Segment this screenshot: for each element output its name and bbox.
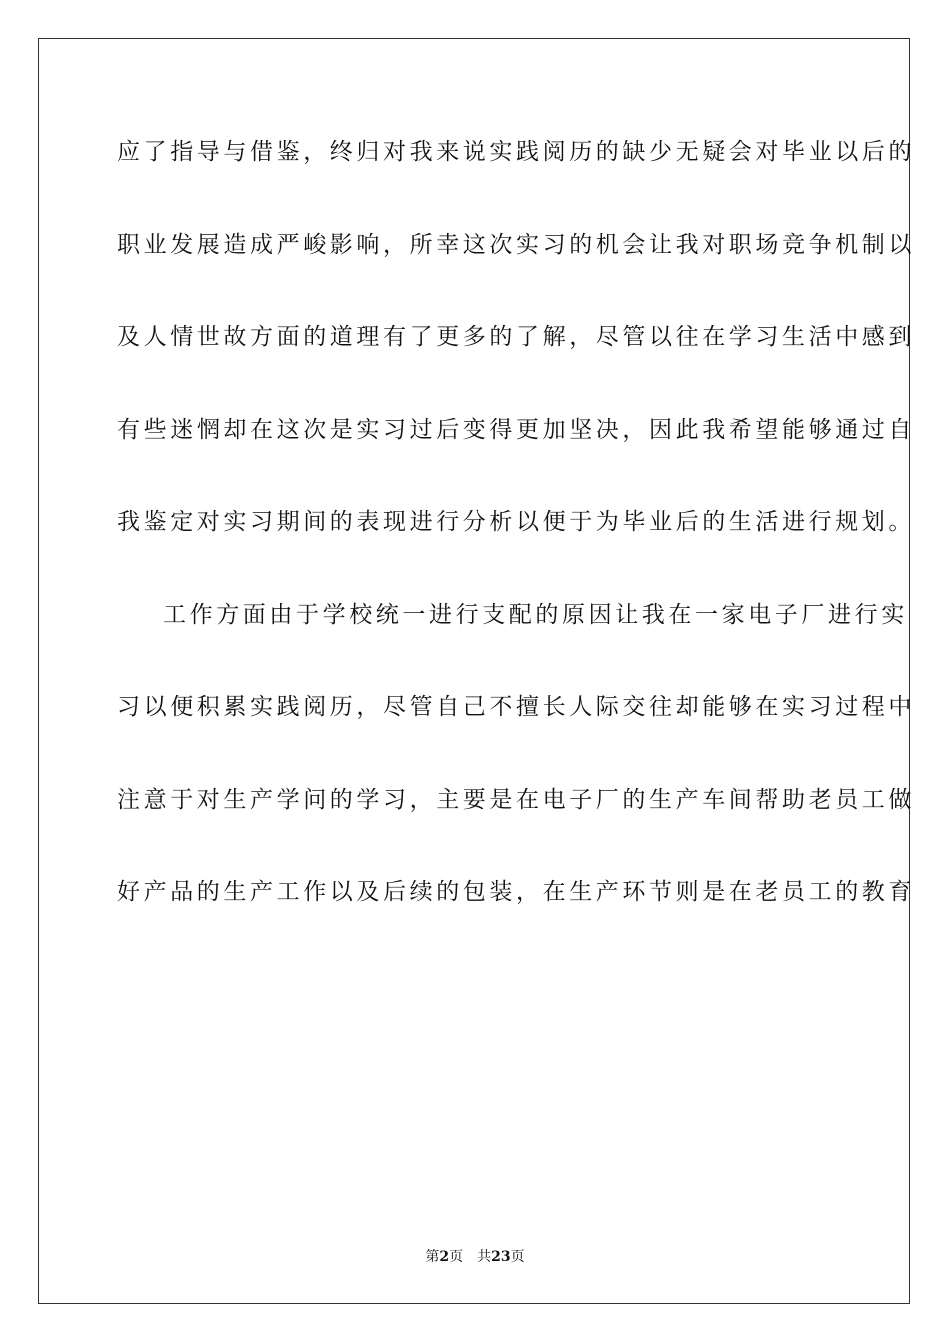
page-label-prefix: 第 — [425, 1249, 440, 1265]
total-label-suffix: 页 — [510, 1249, 525, 1265]
text-line: 我鉴定对实习期间的表现进行分析以便于为毕业后的生活进行规划。 — [117, 509, 915, 535]
text-line: 好产品的生产工作以及后续的包装，在生产环节则是在老员工的教育 — [117, 879, 915, 905]
document-body — [117, 128, 915, 961]
page-number: 2 — [439, 1249, 450, 1265]
total-pages: 23 — [491, 1249, 511, 1265]
page-label-suffix: 页 — [449, 1249, 464, 1265]
text-line: 习以便积累实践阅历，尽管自己不擅长人际交往却能够在实习过程中 — [117, 694, 915, 720]
paragraph-first-line: 工作方面由于学校统一进行支配的原因让我在一家电子厂进行实 — [163, 601, 908, 628]
text-line: 有些迷惘却在这次是实习过后变得更加坚决，因此我希望能够通过自 — [117, 416, 915, 443]
text-line: 职业发展造成严峻影响，所幸这次实习的机会让我对职场竞争机制以 — [117, 231, 915, 258]
total-label-prefix: 共 — [477, 1249, 492, 1265]
text-line: 应了指导与借鉴，终归对我来说实践阅历的缺少无疑会对毕业以后的 — [117, 139, 915, 165]
text-line: 及人情世故方面的道理有了更多的了解，尽管以往在学习生活中感到 — [117, 324, 915, 350]
text-line: 注意于对生产学问的学习，主要是在电子厂的生产车间帮助老员工做 — [117, 786, 915, 813]
page-footer — [0, 1247, 950, 1267]
